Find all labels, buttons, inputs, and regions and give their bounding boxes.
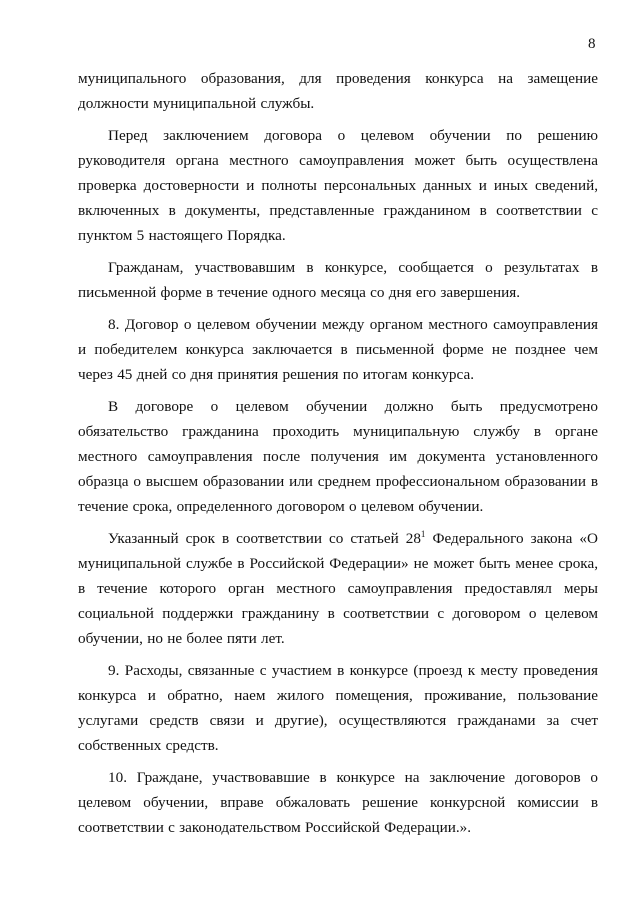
article-superscript: 1 [420, 528, 426, 539]
paragraph-obligation: В договоре о целевом обучении должно быть предусмотрено обязательство гражданина проходить муниципальную службу в органе местного самоуправления после получения им документа установленного образца о высшем образовании или среднем профессиональном образовании в течение срока, определенного договором о целевом обучении. [78, 398, 598, 515]
paragraph-continuation: муниципального образования, для проведения конкурса на замещение должности муниципальной службы. [78, 70, 598, 112]
paragraph-term [78, 526, 598, 651]
page-number: 8 [588, 36, 596, 52]
paragraph-item-9: 9. Расходы, связанные с участием в конкурсе (проезд к месту проведения конкурса и обратно, наем жилого помещения, проживание, пользование услугами средств связи и другие), осуществляются гражданами за счет собственных средств. [78, 662, 598, 754]
document-body [78, 66, 598, 840]
paragraph-notification: Гражданам, участвовавшим в конкурсе, сообщается о результатах в письменной форме в течение одного месяца со дня его завершения. [78, 259, 598, 301]
paragraph-term-start: Указанный срок в соответствии со статьей 28 [108, 530, 421, 547]
paragraph-item-8: 8. Договор о целевом обучении между органом местного самоуправления и победителем конкурса заключается в письменной форме не позднее чем через 45 дней со дня принятия решения по итогам конкурса. [78, 316, 598, 383]
paragraph-verification: Перед заключением договора о целевом обучении по решению руководителя органа местного самоуправления может быть осуществлена проверка достоверности и полноты персональных данных и иных сведений, включенных в документы, представленные гражданином в соответствии с пунктом 5 настоящего Порядка. [78, 127, 598, 244]
paragraph-term-rest: Федерального закона «О муниципальной службе в Российской Федерации» не может быть менее срока, в течение которого орган местного самоуправления предоставлял меры социальной поддержки гражданину в соответствии с договором о целевом обучении, но не более пяти лет. [78, 530, 598, 647]
paragraph-item-10: 10. Граждане, участвовавшие в конкурсе на заключение договоров о целевом обучении, вправе обжаловать решение конкурсной комиссии в соответствии с законодательством Российской Федерации.». [78, 769, 598, 836]
